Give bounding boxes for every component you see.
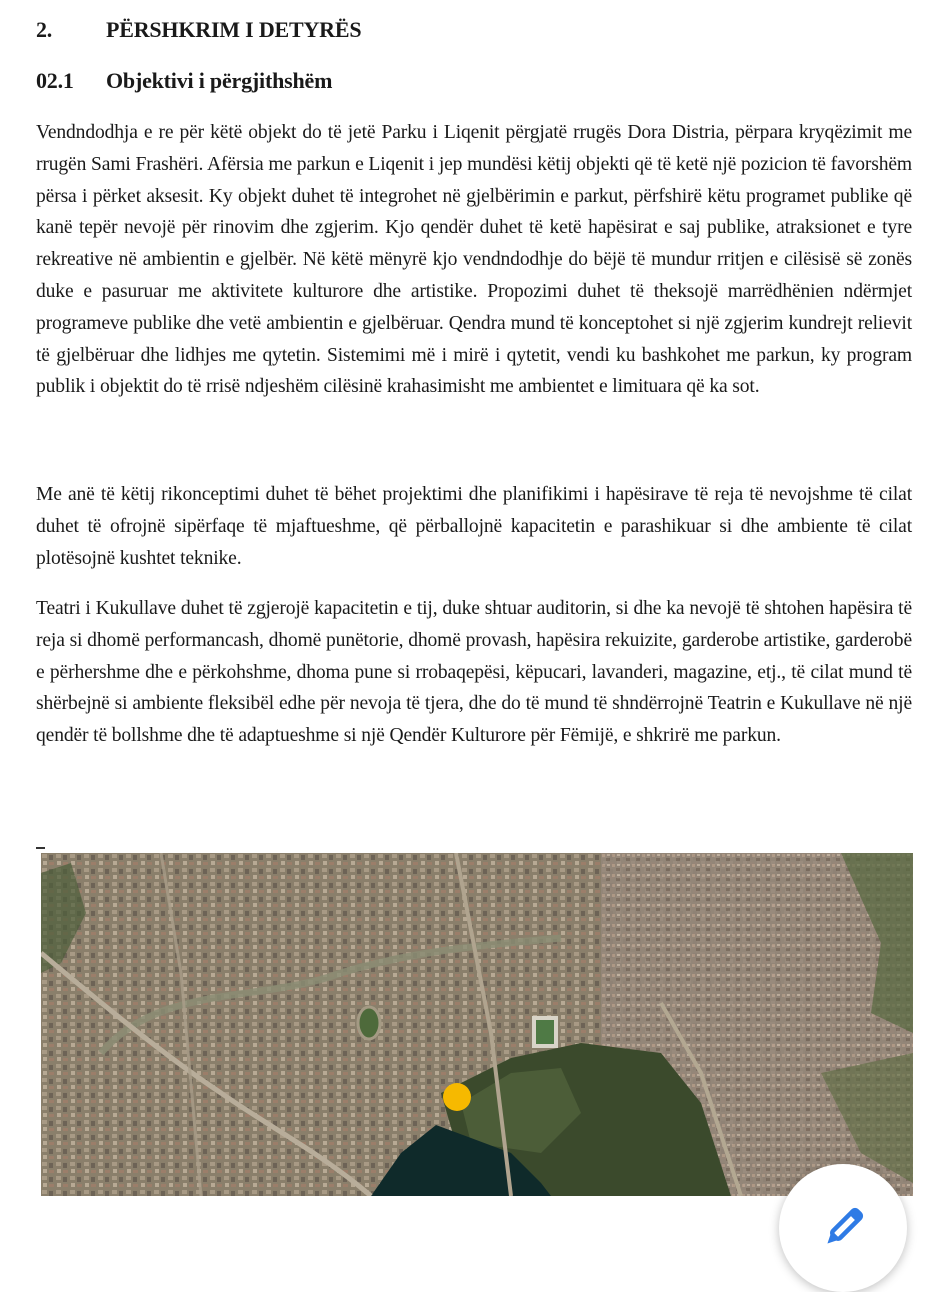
paragraph-planning: Me anë të këtij rikonceptimi duhet të bëhet projektimi dhe planifikimi i hapësirave të reja të nevojshme të cilat duhet të ofrojnë sipërfaqe të mjaftueshme, që përballojnë kapacitetin e parashikuar si dhe ambiente të cilat plotësojnë kushtet teknike. xyxy=(36,484,912,569)
figure-caption-dash xyxy=(36,847,45,849)
satellite-map-figure xyxy=(41,853,913,1196)
subsection-number: 02.1 xyxy=(36,68,74,93)
subsection-heading xyxy=(36,68,332,94)
section-heading xyxy=(36,17,361,43)
paragraph-location: Vendndodhja e re për këtë objekt do të jetë Parku i Liqenit përgjatë rrugës Dora Distria, përpara kryqëzimit me rrugën Sami Frashëri. Afërsia me parkun e Liqenit i jep mundësi këtij objekti që të ketë një pozicion të favorshëm përsa i përket aksesit. Ky objekt duhet të integrohet në gjelbërimin e parkut, përfshirë këtu programet publike që kanë tepër nevojë për rinovim dhe zgjerim. Kjo qendër duhet të ketë hapësirat e saj publike, atraksionet e tyre rekreative në ambientin e gjelbër. Në këtë mënyrë kjo vendndodhje do bëjë të mundur rritjen e cilësisë së zonës duke e pasuruar me aktivitete kulturore dhe artistike. Propozimi duhet të theksojë marrëdhënien ndërmjet programeve publike dhe vetë ambientin e gjelbëruar. Qendra mund të konceptohet si një zgjerim kundrejt relievit të gjelbëruar dhe lidhjes me qytetin. Sistemimi më i mirë i qytetit, vendi ku bashkohet me parkun, ky program publik i objektit do të rrisë ndjeshëm cilësinë krahasimisht me ambientet e limituara që ka sot. xyxy=(36,122,912,398)
section-title: PËRSHKRIM I DETYRËS xyxy=(106,17,362,42)
subsection-title: Objektivi i përgjithshëm xyxy=(106,68,333,93)
pencil-edit-icon xyxy=(817,1202,869,1254)
map-stadium-qemal-stafa xyxy=(358,1007,380,1039)
edit-fab-button[interactable] xyxy=(779,1164,907,1292)
satellite-map-image xyxy=(41,853,913,1196)
site-location-marker xyxy=(443,1083,471,1111)
paragraph-puppet-theatre: Teatri i Kukullave duhet të zgjerojë kapacitetin e tij, duke shtuar auditorin, si dhe ka nevojë të shtohen hapësira të reja si dhomë performancash, dhomë punëtorie, dhomë provash, hapësira rekuizite, garderobe artistike, garderobë e përhershme dhe e përkohshme, dhoma pune si rrobaqepësi, këpucari, lavanderi, magazine, etj., të cilat mund të shërbejnë si ambiente fleksibël edhe për nevoja të tjera, dhe do të mund të shndërrojnë Teatrin e Kukullave në një qendër të bollshme dhe të adaptueshme si një Qendër Kulturore për Fëmijë, e shkrirë me parkun. xyxy=(36,598,912,747)
map-stadium-arena xyxy=(534,1018,556,1046)
section-number: 2. xyxy=(36,17,53,42)
